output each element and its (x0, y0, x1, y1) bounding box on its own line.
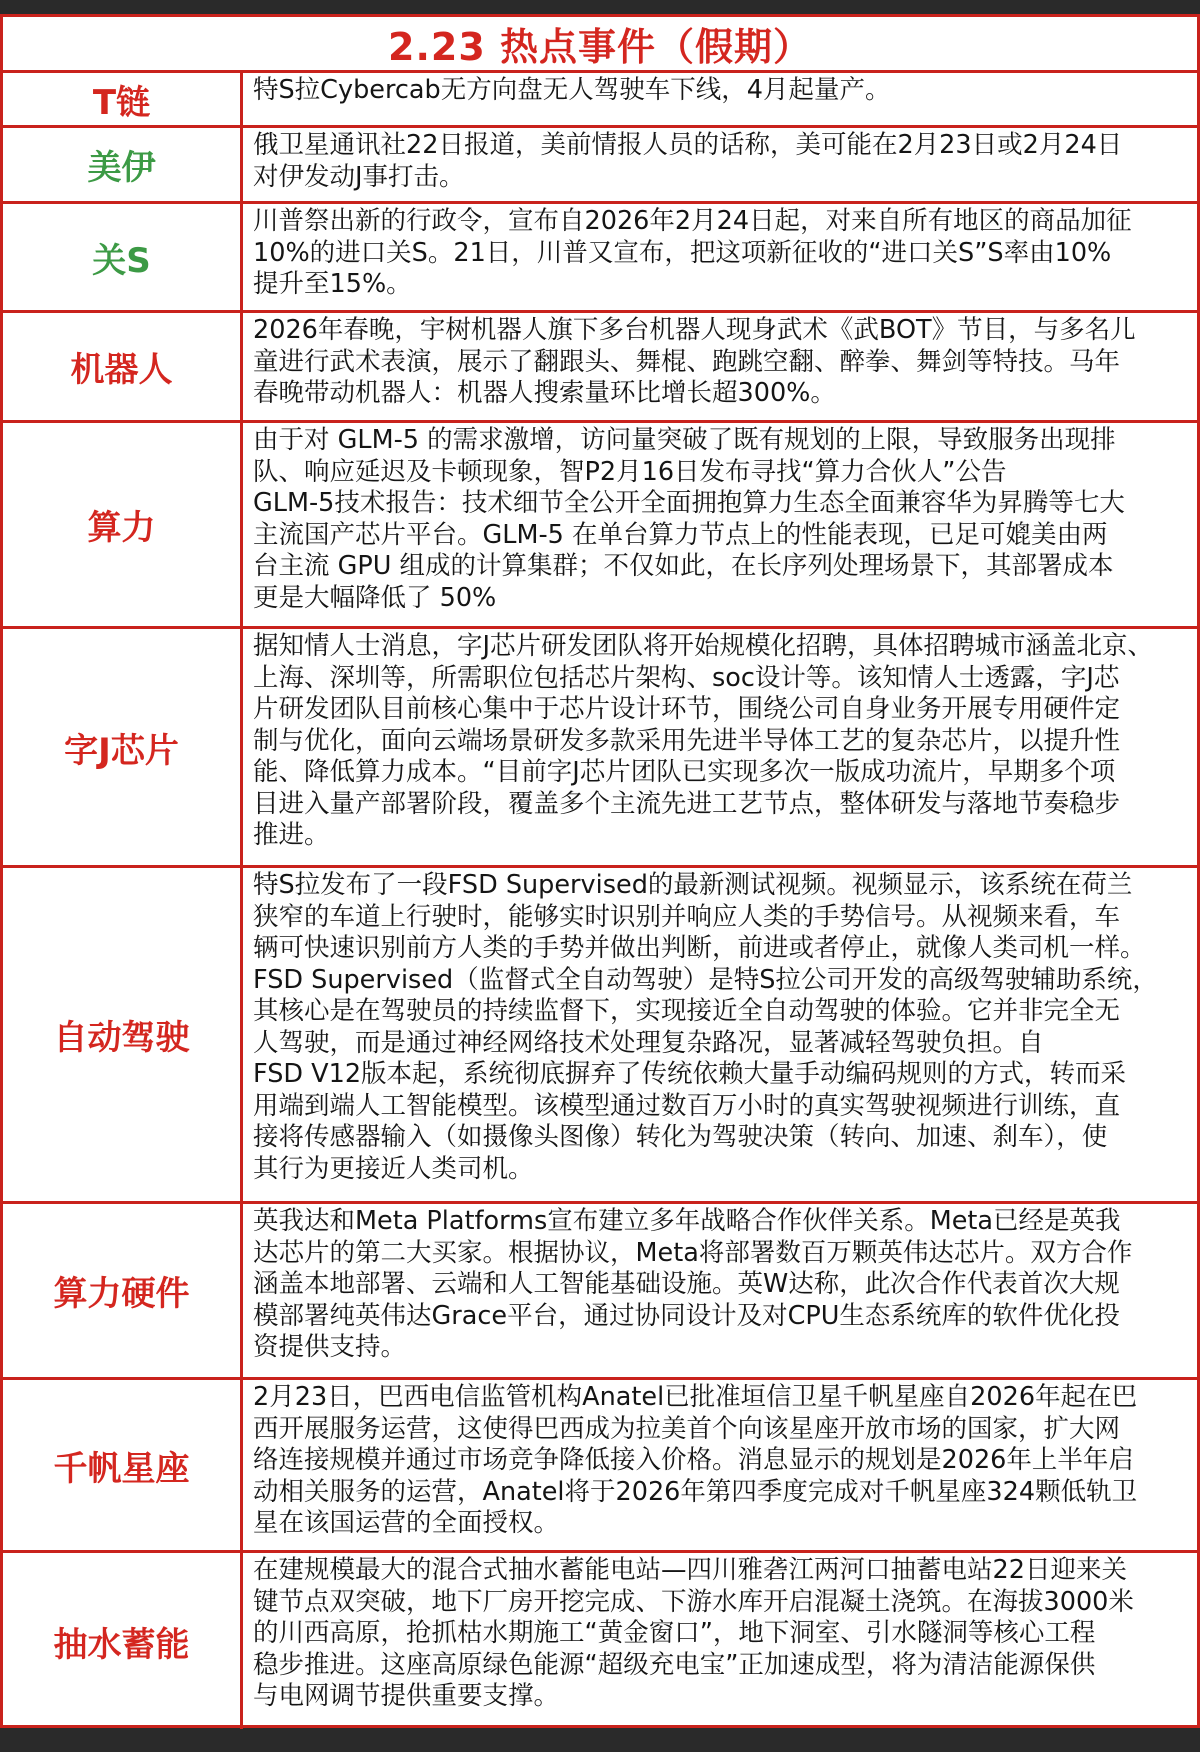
text-line: 童进行武术表演，展示了翻跟头、舞棍、跑跳空翻、醉拳、舞剑等特技。马年 (253, 346, 1121, 377)
text-line: 队、响应延迟及卡顿现象，智P2月16日发布寻找“算力合伙人”公告 (253, 456, 1007, 487)
text-line: 推进。 (253, 820, 330, 850)
table-title: 2.23 热点事件（假期） (3, 17, 1197, 73)
text-line: 资提供支持。 (253, 1332, 407, 1362)
text-line: 上海、深圳等，所需职位包括芯片架构、soc设计等。该知情人士透露，字J芯 (253, 662, 1120, 693)
table-row (3, 629, 1197, 868)
text-line: FSD Supervised（监督式全自动驾驶）是特S拉公司开发的高级驾驶辅助系统， (253, 964, 1158, 995)
text-line: 稳步推进。这座高原绿色能源“超级充电宝”正加速成型，将为清洁能源保供 (253, 1649, 1096, 1680)
text-line: 英我达和Meta Platforms宣布建立多年战略合作伙伴关系。Meta已经是英我 (253, 1206, 1121, 1236)
row-event-text (243, 128, 1197, 201)
table-row (3, 313, 1197, 423)
text-line: 与电网调节提供重要支撑。 (253, 1681, 560, 1711)
table-body (3, 73, 1197, 1729)
text-line: 提升至15%。 (253, 269, 412, 299)
row-category-label: 千帆星座 (3, 1380, 243, 1550)
hot-events-table (0, 14, 1200, 1728)
text-line: 2月23日，巴西电信监管机构Anatel已批准垣信卫星千帆星座自2026年起在巴 (253, 1382, 1138, 1412)
row-category-label: 机器人 (3, 313, 243, 420)
table-row (3, 1380, 1197, 1553)
row-category-label: T链 (3, 73, 243, 125)
text-line: 接将传感器输入（如摄像头图像）转化为驾驶决策（转向、加速、刹车），使 (253, 1122, 1108, 1152)
text-line: 据知情人士消息，字J芯片研发团队将开始规模化招聘，具体招聘城市涵盖北京、 (253, 631, 1154, 661)
text-line: 人驾驶，而是通过神经网络技术处理复杂路况，显著减轻驾驶负担。自 (253, 1027, 1044, 1058)
row-category-label: 关S (3, 204, 243, 310)
text-line: 春晚带动机器人：机器人搜索量环比增长超300%。 (253, 378, 836, 408)
text-line: 更是大幅降低了 50% (253, 582, 497, 613)
table-row (3, 1204, 1197, 1380)
text-line: 2026年春晚，宇树机器人旗下多台机器人现身武术《武BOT》节目，与多名儿 (253, 315, 1136, 345)
text-line: 片研发团队目前核心集中于芯片设计环节，围绕公司自身业务开展专用硬件定 (253, 694, 1121, 724)
text-line: 其行为更接近人类司机。 (253, 1153, 534, 1184)
text-line: 主流国产芯片平台。GLM-5 在单台算力节点上的性能表现，已足可媲美由两 (253, 519, 1108, 550)
row-event-text (243, 1553, 1197, 1729)
text-line: 特S拉Cybercab无方向盘无人驾驶车下线，4月起量产。 (253, 75, 891, 105)
row-category-label: 算力硬件 (3, 1204, 243, 1377)
text-line: 俄卫星通讯社22日报道，美前情报人员的话称，美可能在2月23日或2月24日 (253, 130, 1123, 160)
text-line: 用端到端人工智能模型。该模型通过数百万小时的真实驾驶视频进行训练，直 (253, 1090, 1121, 1121)
text-line: 能、降低算力成本。“目前字J芯片团队已实现多次一版成功流片，早期多个项 (253, 757, 1116, 787)
text-line: 模部署纯英伟达Grace平台，通过协同设计及对CPU生态系统库的软件优化投 (253, 1300, 1120, 1331)
text-line: 涵盖本地部署、云端和人工智能基础设施。英W达称，此次合作代表首次大规 (253, 1269, 1120, 1299)
text-line: 星在该国运营的全面授权。 (253, 1508, 560, 1538)
text-line: 键节点双突破，地下厂房开挖完成、下游水库开启混凝土浇筑。在海拔3000米 (253, 1586, 1134, 1617)
row-event-text (243, 868, 1197, 1201)
text-line: 特S拉发布了一段FSD Supervised的最新测试视频。视频显示，该系统在荷兰 (253, 870, 1133, 900)
text-line: 目进入量产部署阶段，覆盖多个主流先进工艺节点，整体研发与落地节奏稳步 (253, 788, 1121, 819)
text-line: 络连接规模并通过市场竞争降低接入价格。消息显示的规划是2026年上半年启 (253, 1445, 1134, 1475)
table-row (3, 128, 1197, 204)
text-line: 狭窄的车道上行驶时，能够实时识别并响应人类的手势信号。从视频来看，车 (253, 901, 1121, 932)
text-line: 由于对 GLM-5 的需求激增，访问量突破了既有规划的上限，导致服务出现排 (253, 425, 1116, 455)
row-category-label: 自动驾驶 (3, 868, 243, 1201)
text-line: 10%的进口关S。21日，川普又宣布，把这项新征收的“进口关S”S率由10% (253, 237, 1112, 268)
text-line: 达芯片的第二大买家。根据协议，Meta将部署数百万颗英伟达芯片。双方合作 (253, 1237, 1133, 1268)
row-event-text (243, 1204, 1197, 1377)
row-event-text (243, 629, 1197, 865)
row-event-text (243, 313, 1197, 420)
table-row (3, 204, 1197, 313)
row-event-text (243, 1380, 1197, 1550)
text-line: GLM-5技术报告：技术细节全公开全面拥抱算力生态全面兼容华为昇腾等七大 (253, 488, 1125, 518)
text-line: 在建规模最大的混合式抽水蓄能电站—四川雅砻江两河口抽蓄电站22日迎来关 (253, 1555, 1127, 1585)
row-category-label: 字J芯片 (3, 629, 243, 865)
text-line: FSD V12版本起，系统彻底摒弃了传统依赖大量手动编码规则的方式，转而采 (253, 1059, 1127, 1089)
text-line: 对伊发动J事打击。 (253, 161, 465, 192)
row-event-text (243, 204, 1197, 310)
text-line: 动相关服务的运营，Anatel将于2026年第四季度完成对千帆星座324颗低轨卫 (253, 1476, 1138, 1507)
text-line: 制与优化，面向云端场景研发多款采用先进半导体工艺的复杂芯片，以提升性 (253, 725, 1121, 756)
table-row (3, 1553, 1197, 1729)
text-line: 台主流 GPU 组成的计算集群；不仅如此，在长序列处理场景下，其部署成本 (253, 551, 1114, 581)
row-event-text (243, 73, 1197, 125)
row-event-text (243, 423, 1197, 626)
table-row (3, 868, 1197, 1204)
row-category-label: 算力 (3, 423, 243, 626)
text-line: 川普祭出新的行政令，宣布自2026年2月24日起，对来自所有地区的商品加征 (253, 206, 1132, 236)
text-line: 其核心是在驾驶员的持续监督下，实现接近全自动驾驶的体验。它并非完全无 (253, 996, 1121, 1026)
text-line: 西开展服务运营，这使得巴西成为拉美首个向该星座开放市场的国家，扩大网 (253, 1413, 1121, 1444)
text-line: 的川西高原，抢抓枯水期施工“黄金窗口”，地下洞室、引水隧洞等核心工程 (253, 1618, 1096, 1648)
row-category-label: 抽水蓄能 (3, 1553, 243, 1729)
row-category-label: 美伊 (3, 128, 243, 201)
table-row (3, 423, 1197, 629)
text-line: 辆可快速识别前方人类的手势并做出判断，前进或者停止，就像人类司机一样。 (253, 933, 1146, 963)
table-row (3, 73, 1197, 128)
